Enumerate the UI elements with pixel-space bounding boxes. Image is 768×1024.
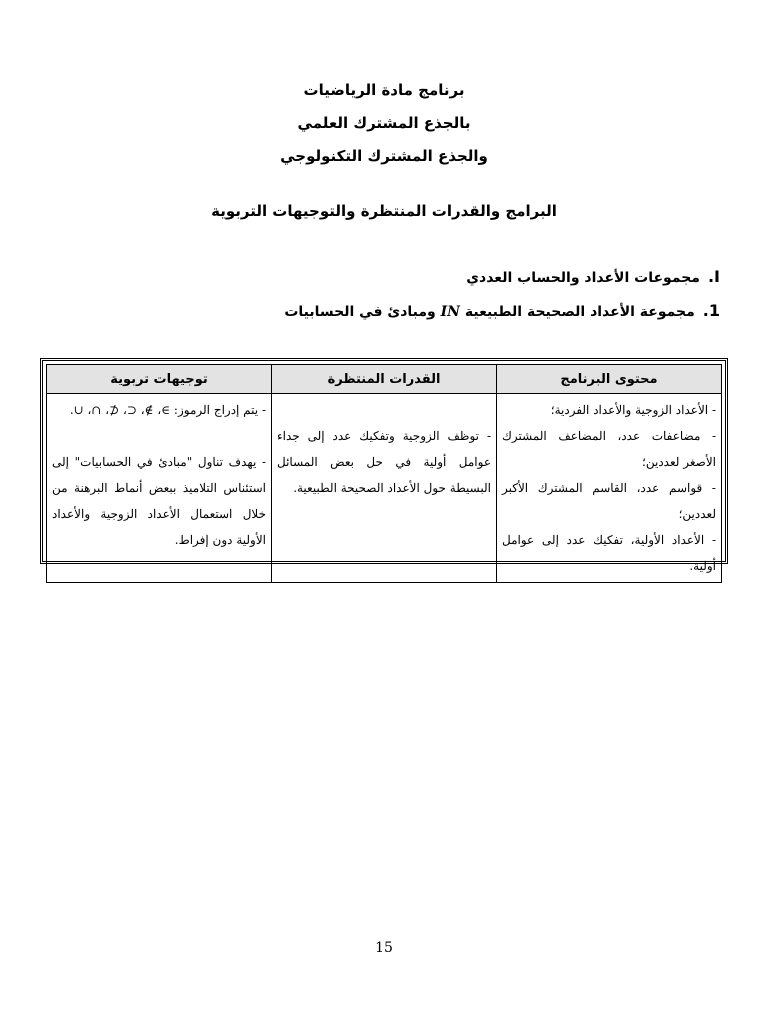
abilities-text: - توظف الزوجية وتفكيك عدد إلى جداء عوامل أولية في حل بعض المسائل البسيطة حول الأعداد الصحيحة الطبيعية. [277, 429, 491, 495]
header-guidance: توجيهات تربوية [47, 365, 272, 394]
section-text-2b: ومبادئ في الحسابيات [284, 304, 436, 320]
set-symbol-in: IN [440, 304, 460, 320]
table-row [47, 394, 722, 583]
section-text-1: مجموعات الأعداد والحساب العددي [466, 270, 700, 286]
program-table-frame [40, 358, 728, 573]
header-content: محتوى البرنامج [497, 365, 722, 394]
document-title [0, 74, 768, 173]
content-cell [497, 394, 722, 583]
title-line-2: بالجذع المشترك العلمي [297, 114, 471, 132]
program-table [46, 364, 722, 583]
content-item-3: - قواسم عدد، القاسم المشترك الأكبر لعددين؛ [502, 481, 716, 521]
guidance-item-2: - يهدف تناول "مبادئ في الحسابيات" إلى استئناس التلاميذ ببعض أنماط البرهنة من خلال استعمال الأعداد الزوجية والأعداد الأولية دون إفراط. [52, 455, 266, 547]
guidance-cell [47, 394, 272, 583]
title-line-3: والجذع المشترك التكنولوجي [280, 147, 488, 165]
section-number-1: I. [707, 267, 720, 286]
title-line-1: برنامج مادة الرياضيات [303, 81, 465, 99]
abilities-cell [272, 394, 497, 583]
content-item-2: - مضاعفات عدد، المضاعف المشترك الأصغر لعددين؛ [502, 429, 716, 469]
guidance-item-1: - يتم إدراج الرموز: ∋، ∌، ⊂، ⊄، ∩، ∪. [69, 403, 266, 417]
section-number-2: 1. [702, 301, 720, 320]
section-text-2a: مجموعة الأعداد الصحيحة الطبيعية [464, 304, 695, 320]
section-headings [220, 262, 720, 330]
page-number: 15 [375, 940, 393, 956]
section-heading-2 [220, 296, 720, 330]
document-subtitle: البرامج والقدرات المنتظرة والتوجيهات التربوية [211, 202, 557, 220]
content-item-4: - الأعداد الأولية، تفكيك عدد إلى عوامل أولية. [502, 533, 716, 573]
table-header-row [47, 365, 722, 394]
section-heading-1 [220, 262, 720, 296]
header-abilities: القدرات المنتظرة [272, 365, 497, 394]
content-item-1: - الأعداد الزوجية والأعداد الفردية؛ [550, 403, 716, 417]
